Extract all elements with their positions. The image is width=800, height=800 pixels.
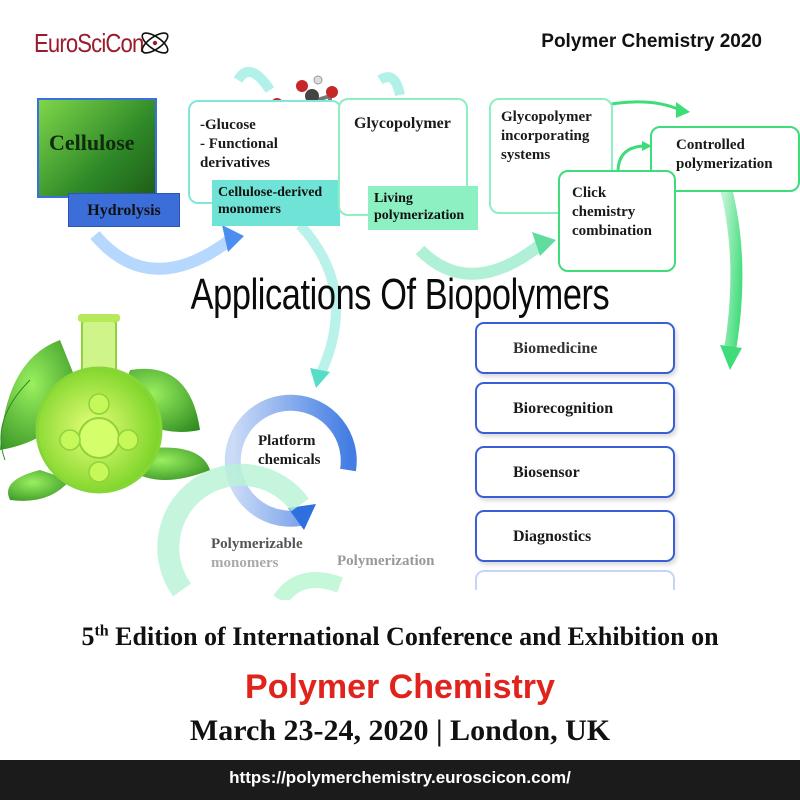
application-biorecognition-label: Biorecognition [513, 400, 614, 417]
polymerizable-line-1: Polymerizable [211, 536, 303, 552]
polymerizable-line-2: monomers [211, 555, 279, 571]
hydrolysis-label: Hydrolysis [87, 202, 161, 219]
glucose-line-1: -Glucose [200, 117, 256, 133]
edition-number: 5 [81, 622, 95, 651]
hydrolysis-tag [68, 193, 180, 227]
living-line-2: polymerization [374, 208, 465, 223]
living-polymerization-tag [368, 186, 478, 230]
application-biomedicine [475, 322, 675, 374]
cellulose-derived-line-1: Cellulose-derived [218, 185, 323, 200]
edition-line [0, 622, 800, 652]
click-line-2: chemistry [572, 204, 636, 220]
click-chemistry-box [558, 170, 676, 272]
cellulose-derived-line-2: monomers [218, 202, 281, 217]
polymerizable-monomers-label [211, 535, 303, 573]
polymerization-label: Polymerization [337, 553, 435, 569]
conference-dates-location: March 23-24, 2020 | London, UK [189, 714, 611, 747]
glycopolymer-label: Glycopolymer [354, 115, 451, 132]
edition-rest: Edition of International Conference and Exhibition on [108, 622, 719, 651]
living-line-1: Living [374, 191, 413, 206]
footer-bar [0, 760, 800, 800]
applications-title: Applications Of Biopolymers [190, 270, 610, 319]
controlled-line-1: Controlled [676, 137, 745, 153]
glyco-systems-line-3: systems [501, 147, 551, 163]
glucose-line-2: - Functional [200, 136, 278, 152]
controlled-line-2: polymerization [676, 156, 773, 172]
euroscicon-logo: EuroSciCon [34, 28, 144, 58]
glucose-line-3: derivatives [200, 155, 270, 171]
glyco-systems-line-2: incorporating [501, 128, 590, 144]
cellulose-derived-monomers-tag [212, 180, 340, 226]
application-diagnostics-label: Diagnostics [513, 528, 592, 545]
click-to-controlled-arrow [612, 140, 652, 174]
conference-topic: Polymer Chemistry [245, 668, 555, 706]
click-line-1: Click [572, 185, 607, 201]
application-biosensor [475, 446, 675, 498]
conference-url-link[interactable]: https://polymerchemistry.euroscicon.com/ [229, 768, 571, 787]
platform-line-2: chemicals [258, 452, 321, 468]
edition-suffix: th [94, 622, 109, 640]
application-biosensor-label: Biosensor [513, 464, 580, 481]
cellulose-label: Cellulose [49, 130, 135, 155]
application-box-fade [475, 570, 675, 590]
event-short-title: Polymer Chemistry 2020 [541, 31, 762, 52]
atom-logo-icon [138, 26, 172, 60]
cellulose-leaf-panel [37, 98, 157, 198]
application-diagnostics [475, 510, 675, 562]
application-biomedicine-label: Biomedicine [513, 340, 598, 357]
platform-line-1: Platform [258, 433, 316, 449]
glyco-systems-line-1: Glycopolymer [501, 109, 592, 125]
click-line-3: combination [572, 223, 653, 239]
application-biorecognition [475, 382, 675, 434]
platform-chemicals-label [258, 432, 320, 470]
